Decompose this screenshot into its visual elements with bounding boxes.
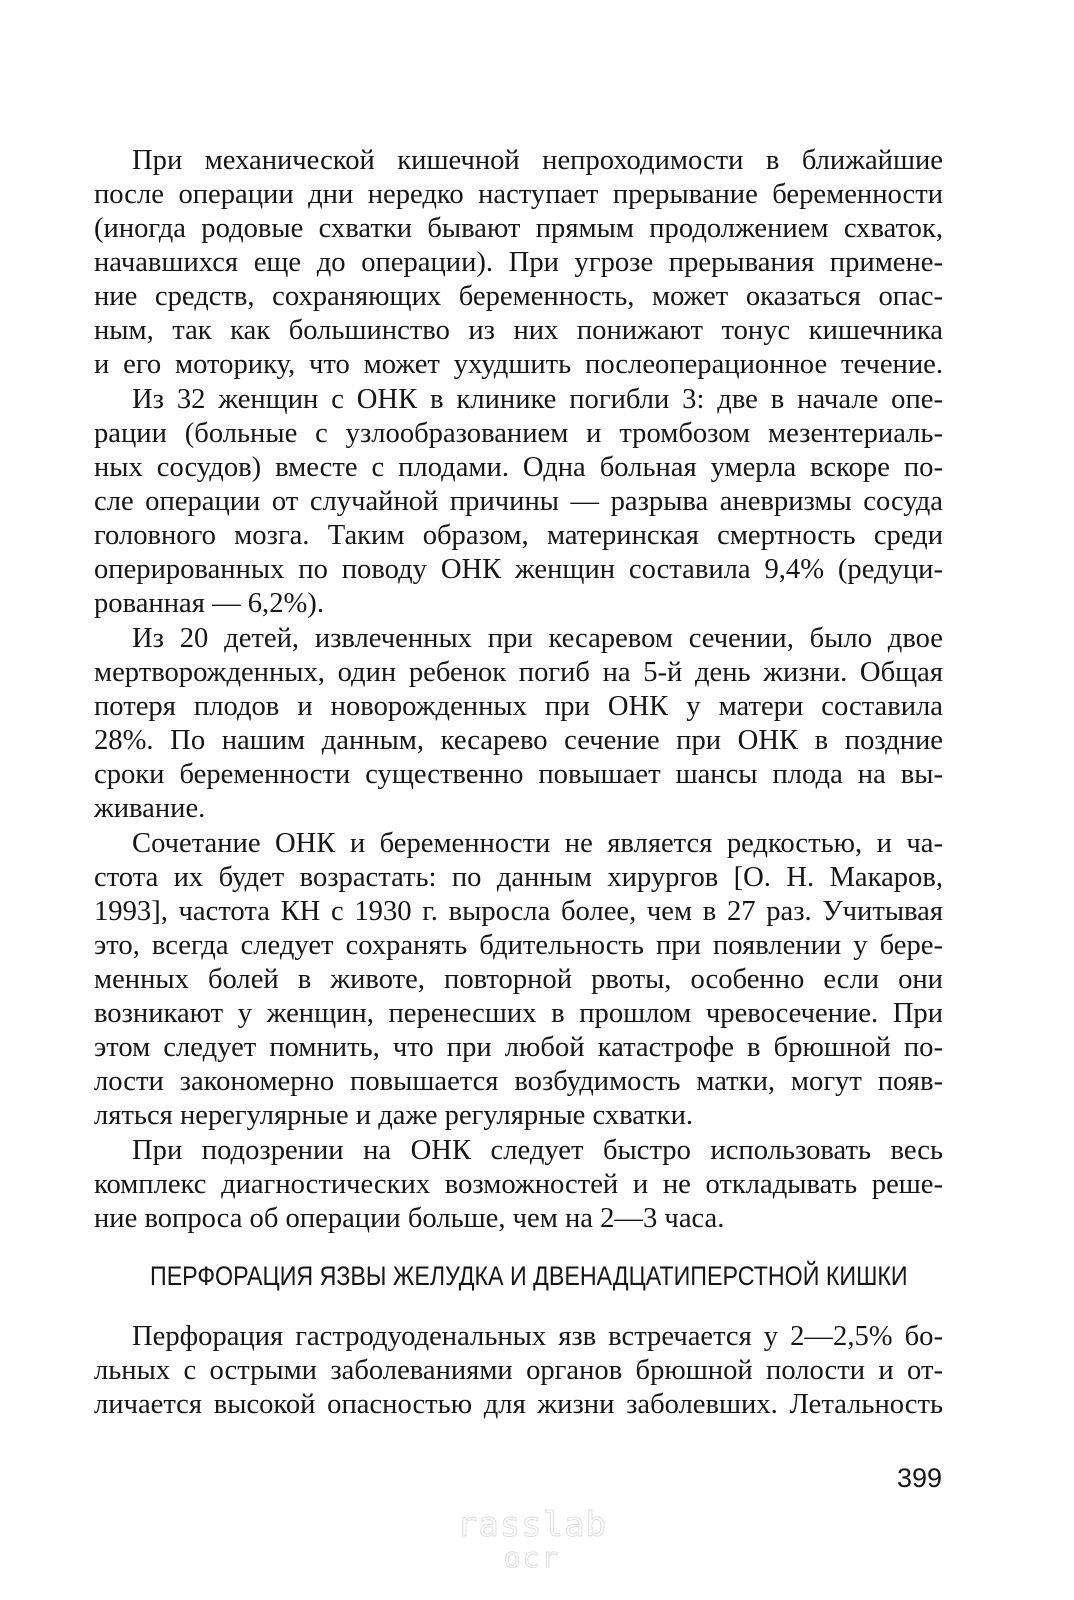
text-line: менных болей в животе, повторной рвоты, особенно если они xyxy=(94,964,943,995)
text-line: ние средств, сохраняющих беременность, может оказаться опас- xyxy=(94,281,943,312)
text-line: льных с острыми заболеваниями органов брюшной полости и от- xyxy=(94,1355,943,1386)
text-line: При подозрении на ОНК следует быстро использовать весь xyxy=(132,1135,943,1166)
text-line: начавшихся еще до операции). При угрозе прерывания примене- xyxy=(94,247,943,278)
text-line: стота их будет возрастать: по данным хирургов [О. Н. Макаров, xyxy=(94,862,943,893)
watermark-top-text: rasslab xyxy=(456,1505,608,1545)
text-line: этом следует помнить, что при любой катастрофе в брюшной по- xyxy=(94,1032,943,1063)
text-line: головного мозга. Таким образом, материнская смертность среди xyxy=(94,520,943,551)
text-line: Сочетание ОНК и беременности не является редкостью, и ча- xyxy=(132,828,943,859)
text-line: Перфорация гастродуоденальных язв встречается у 2—2,5% бо- xyxy=(132,1321,943,1352)
text-line: (иногда родовые схватки бывают прямым продолжением схваток, xyxy=(94,213,943,244)
text-line: возникают у женщин, перенесших в прошлом чревосечение. При xyxy=(94,998,943,1029)
text-line: 28%. По нашим данным, кесарево сечение при ОНК в поздние xyxy=(94,725,943,756)
text-line: и его моторику, что может ухудшить послеоперационное течение. xyxy=(94,349,943,380)
text-line: Из 20 детей, извлеченных при кесаревом сечении, было двое xyxy=(132,623,943,654)
watermark-logo xyxy=(447,1506,617,1598)
text-line: мертворожденных, один ребенок погиб на 5-й день жизни. Общая xyxy=(94,657,943,688)
text-line: рации (больные с узлообразованием и тромбозом мезентериаль- xyxy=(94,418,943,449)
section-heading: ПЕРФОРАЦИЯ ЯЗВЫ ЖЕЛУДКА И ДВЕНАДЦАТИПЕРСТНОЙ КИШКИ xyxy=(150,1261,908,1291)
text-line: При механической кишечной непроходимости в ближайшие xyxy=(132,145,943,176)
text-line: рованная — 6,2%). xyxy=(94,588,324,619)
text-line: 1993], частота КН с 1930 г. выросла более, чем в 27 раз. Учитывая xyxy=(94,896,943,927)
text-line: ных сосудов) вместе с плодами. Одна больная умерла вскоре по- xyxy=(94,452,943,483)
text-line: оперированных по поводу ОНК женщин составила 9,4% (редуци- xyxy=(94,554,943,585)
text-line: сле операции от случайной причины — разрыва аневризмы сосуда xyxy=(94,486,943,517)
text-line: Из 32 женщин с ОНК в клинике погибли 3: две в начале опе- xyxy=(132,384,943,415)
text-line: ляться нерегулярные и даже регулярные схватки. xyxy=(94,1100,694,1131)
text-line: живание. xyxy=(94,793,206,824)
text-line: после операции дни нередко наступает прерывание беременности xyxy=(94,179,943,210)
text-line: это, всегда следует сохранять бдительность при появлении у бере- xyxy=(94,930,943,961)
text-line: потеря плодов и новорожденных при ОНК у матери составила xyxy=(94,691,943,722)
watermark-bottom-text: ocr xyxy=(503,1541,561,1574)
text-line: комплекс диагностических возможностей и не откладывать реше- xyxy=(94,1169,943,1200)
text-line: лости закономерно повышается возбудимость матки, могут появ- xyxy=(94,1066,943,1097)
text-line: ние вопроса об операции больше, чем на 2—3 часа. xyxy=(94,1203,725,1234)
text-line: ным, так как большинство из них понижают тонус кишечника xyxy=(94,315,943,346)
page-number: 399 xyxy=(896,1463,942,1493)
text-line: сроки беременности существенно повышает шансы плода на вы- xyxy=(94,759,943,790)
text-line: личается высокой опасностью для жизни заболевших. Летальность xyxy=(94,1389,943,1420)
